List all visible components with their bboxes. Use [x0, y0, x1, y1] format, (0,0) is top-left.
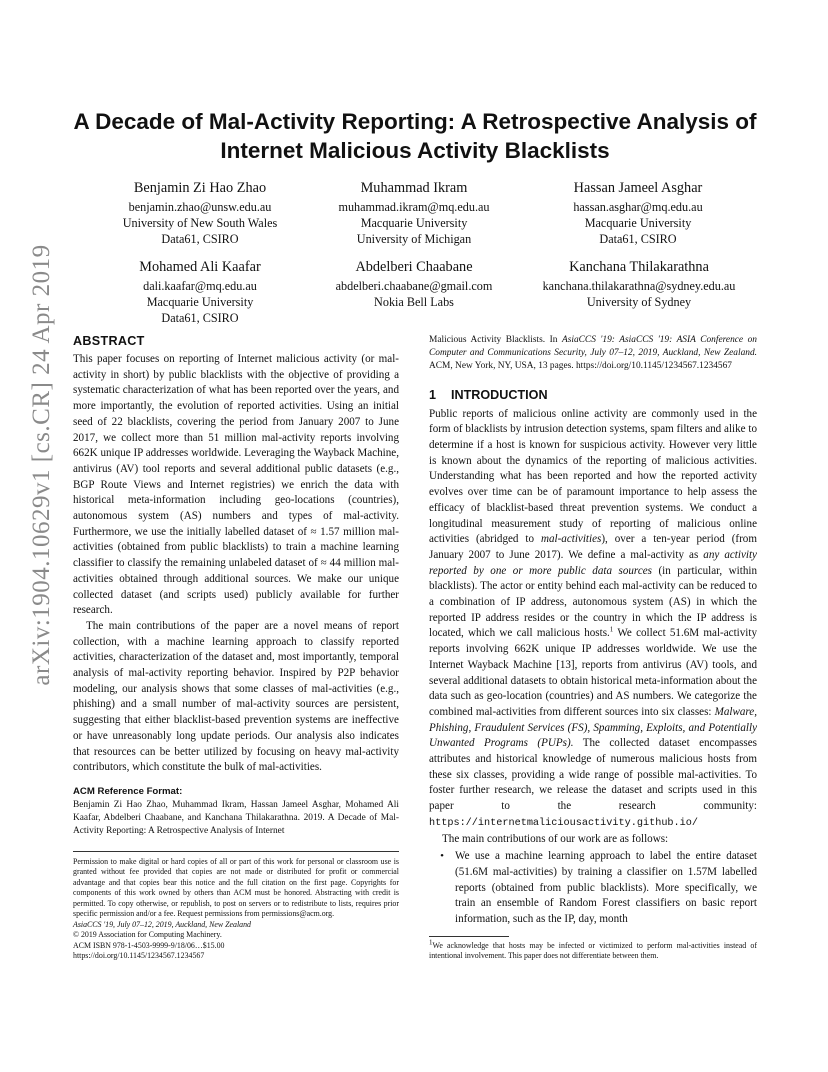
author-affiliation: University of Sydney: [586, 295, 692, 309]
ref-venue: AsiaCCS '19: AsiaCCS '19: ASIA Conference on Computer and Communications Security, July 07–12, 2019, Auckland, New Zealand.: [429, 335, 757, 359]
author-name: Muhammad Ikram: [360, 180, 468, 196]
author-name: Abdelberi Chaabane: [355, 259, 473, 275]
list-item: [429, 849, 757, 928]
project-url-link[interactable]: https://internetmaliciousactivity.github.io/: [429, 817, 698, 829]
contributions-lead: The main contributions of our work are as follows:: [442, 832, 669, 845]
text-run: mal-activities: [540, 533, 602, 546]
author-block: [523, 178, 753, 247]
text-run: We collect 51.6M mal-activity reports involving 662K unique IP addresses worldwide. We use the Internet Wayback Machine [13], reports from antivirus (AV) tools, and several additional datasets to obtain historical meta-information about the data such as geo-location (countries) and AS numbers. We categorize the combined mal-activities from different sources into six classes:: [429, 627, 758, 718]
arxiv-stamp: [12, 230, 72, 700]
author-block: [299, 257, 529, 310]
text-run: Malware, Phishing, Fraudulent Services (FS), Spamming, Exploits, and Potentially Unwanted Programs (PUPs).: [429, 705, 757, 750]
author-affiliation: Data61, CSIRO: [161, 311, 239, 325]
text-run: Public reports of malicious online activity are commonly used in the form of blacklists by intrusion detection systems, spam filters and alike to determine if a host is known for suspicious activity. However very little is known about the dynamics of the reporting of malicious activities. Understanding what has been reported and how the reported activity evolves over time can be of paramount importance to help assess the efficacy of blacklist-based threat prevention systems. We conduct a longitudinal measurement study of reporting of malicious online activities (abridged to: [429, 407, 757, 546]
section-heading: [429, 388, 757, 402]
bullet-icon: •: [440, 850, 444, 863]
left-column: [73, 334, 399, 962]
arxiv-stamp-text: arXiv:1904.10629v1 [cs.CR] 24 Apr 2019: [28, 244, 55, 686]
acm-reference-heading: ACM Reference Format:: [73, 785, 183, 797]
abstract-paragraph: This paper focuses on reporting of Internet malicious activity (or mal-activity in short) by public blacklists with the objective of providing a systematic characterization of what has been reported over the years, and more importantly, the evolution of reported activities. Using an initial seed of 22 blacklists, covering the period from January 2007 to June 2017, we collect more than 51 million mal-activity reports involving 662K unique IP addresses worldwide. Leveraging the Wayback Machine, antivirus (AV) tool reports and several additional public datasets (e.g., BGP Route Views and Internet registries) we enrich the data with historical meta-information including geo-locations (countries), autonomous system (AS) numbers and types of mal-activity. Furthermore, we use the initially labelled dataset of ≈ 1.57 million mal-activities (obtained from public blacklists) to train a machine learning classifier to classify the remaining unlabeled dataset of ≈ 44 million mal-activities obtained through additional sources. We make our unique collected dataset (and scripts used) publicly available for further research.: [73, 353, 399, 617]
abstract-paragraph: The main contributions of the paper are a novel means of report collection, with a machine learning approach to classify reported activities, characterization of the dataset and, most importantly, temporal analysis of mal-activity reporting behavior. Inspired by P2P behavior modeling, our analysis shows that some classes of mal-activities (e.g., phishing) and a small number of mal-activity sources are persistent, suggesting that either blacklist-based prevention systems are ineffective or have unreasonably long update periods. Our analysis also indicates that resources can be better utilized by focusing on heavy mal-activity contributors, which constitute the bulk of mal-activities.: [73, 619, 399, 774]
right-column: [429, 334, 757, 962]
title-line-2: Internet Malicious Activity Blacklists: [220, 138, 610, 163]
author-affiliation: University of New South Wales: [122, 216, 278, 230]
list-item-text: We use a machine learning approach to label the entire dataset (51.6M mal-activities) by training a classifier on 1.57M labelled reports (obtained from public blacklists). More specifically, we train an ensemble of Random Forest classifiers on basic report information, such as the IP, day, month: [455, 850, 757, 926]
footnote-text: We acknowledge that hosts may be infected or victimized to perform mal-activities instead of intentional involvement. This paper does not differentiate between them.: [429, 940, 757, 961]
text-run: ), over a ten-year period (from January 2007 to June 2017). We define a mal-activity as: [429, 533, 757, 561]
doi-link[interactable]: https://doi.org/10.1145/1234567.1234567: [73, 951, 205, 961]
ref-text: Malicious Activity Blacklists. In: [429, 335, 563, 345]
author-affiliation: Data61, CSIRO: [161, 232, 239, 246]
author-email: kanchana.thilakarathna@sydney.edu.au: [542, 279, 736, 293]
author-email: abdelberi.chaabane@gmail.com: [335, 279, 493, 293]
author-block: [521, 257, 757, 310]
footnote-rule: [429, 936, 509, 937]
author-block: [299, 178, 529, 247]
copyright-line: © 2019 Association for Computing Machinery.: [73, 930, 222, 940]
author-affiliation: Data61, CSIRO: [599, 232, 677, 246]
footnote-marker[interactable]: 1: [609, 625, 614, 634]
ref-text: ACM, New York, NY, USA, 13 pages. https://doi.org/10.1145/1234567.1234567: [429, 361, 732, 372]
author-email: muhammad.ikram@mq.edu.au: [338, 200, 490, 214]
author-email: hassan.asghar@mq.edu.au: [573, 200, 703, 214]
paper-title: [60, 107, 770, 165]
acm-reference-text: Benjamin Zi Hao Zhao, Muhammad Ikram, Hassan Jameel Asghar, Mohamed Ali Kaafar, Abdelberi Chaabane, and Kanchana Thilakarathna. 2019. A Decade of Mal-Activity Reporting: A Retrospective Analysis of Internet: [73, 799, 399, 837]
author-affiliation: Macquarie University: [360, 216, 468, 230]
author-block: [85, 178, 315, 247]
author-name: Mohamed Ali Kaafar: [139, 259, 261, 275]
author-block: [85, 257, 315, 326]
author-name: Kanchana Thilakarathna: [569, 259, 709, 275]
text-run: The collected dataset encompasses attributes and historical knowledge of numerous malicious hosts from these six classes, providing a wide range of possible mal-activities. To foster further research, we release the dataset and scripts used in this paper to the research community:: [429, 737, 757, 813]
author-name: Hassan Jameel Asghar: [573, 180, 703, 196]
author-email: dali.kaafar@mq.edu.au: [143, 279, 257, 293]
title-line-1: A Decade of Mal-Activity Reporting: A Retrospective Analysis of: [73, 109, 757, 134]
intro-paragraph: [429, 407, 757, 832]
section-number: 1: [429, 387, 437, 402]
footnote-rule: [73, 851, 399, 852]
section-title: INTRODUCTION: [451, 387, 548, 402]
footnote: [429, 938, 757, 962]
text-run: (in particular, within blacklists). The actor or entity behind each mal-activity can be reduced to a combination of IP address, autonomous system (AS) in which the reported IP address resides or the country in which the IP address is located, which we call malicious hosts.: [429, 564, 757, 640]
acm-reference-continued: [429, 334, 757, 374]
author-affiliation: Macquarie University: [584, 216, 692, 230]
text-run: any activity reported by one or more public data sources: [429, 548, 757, 577]
author-name: Benjamin Zi Hao Zhao: [133, 180, 267, 196]
author-affiliation: Macquarie University: [146, 295, 254, 309]
conference-line: AsiaCCS '19, July 07–12, 2019, Auckland, New Zealand: [73, 919, 251, 929]
isbn-line: ACM ISBN 978-1-4503-9999-9/18/06…$15.00: [73, 940, 225, 950]
author-email: benjamin.zhao@unsw.edu.au: [128, 200, 272, 214]
abstract-heading: ABSTRACT: [73, 334, 145, 348]
footnote-marker: 1: [429, 938, 433, 947]
permission-notice: Permission to make digital or hard copies of all or part of this work for personal or classroom use is granted without fee provided that copies are not made or distributed for profit or commercial advantage and that copies bear this notice and the full citation on the first page. Copyrights for components of this work owned by others than ACM must be honored. Abstracting with credit is permitted. To copy otherwise, or republish, to post on servers or to redistribute to lists, requires prior specific permission and/or a fee. Request permissions from permissions@acm.org.: [73, 856, 399, 919]
author-affiliation: Nokia Bell Labs: [374, 295, 454, 309]
author-affiliation: University of Michigan: [356, 232, 472, 246]
